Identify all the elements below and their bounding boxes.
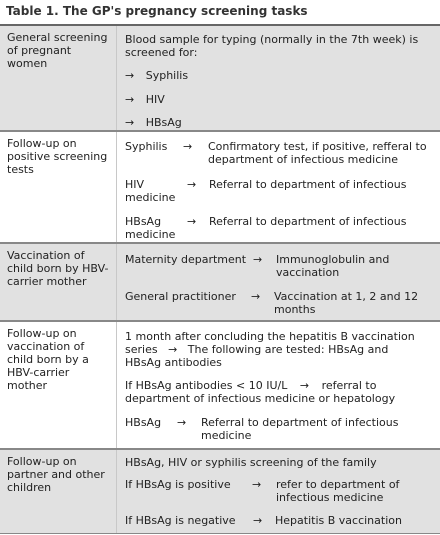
arrow-icon: →: [183, 140, 193, 153]
detail-text: HBsAg antibodies: [125, 356, 222, 369]
row-category: Follow-up on positive screening tests: [0, 132, 117, 242]
row-details: HBsAg, HIV or syphilis screening of the family If HBsAg is positive → refer to department of infectious medicine If HBsAg is negative → Hepatitis B vaccination: [117, 450, 440, 533]
arrow-icon: →: [252, 478, 262, 491]
list-item: → HIV: [125, 93, 165, 106]
row-category: Vaccination of child born by HBV-carrier mother: [0, 244, 117, 320]
arrow-icon: →: [299, 379, 310, 392]
arrow-icon: →: [125, 116, 135, 129]
table-row: [0, 132, 440, 244]
row-details: Maternity department → Immunoglobulin and vaccination General practitioner → Vaccination at 1, 2 and 12 months: [125, 253, 419, 316]
list-item: → HBsAg: [125, 116, 182, 129]
arrow-icon: →: [253, 253, 263, 266]
detail-text: 1 month after concluding the hepatitis B vaccination: [125, 330, 415, 343]
row-details: [117, 26, 440, 130]
screening-intro: Blood sample for typing (normally in the 7th week) is screened for:: [125, 33, 419, 59]
arrow-icon: →: [125, 69, 135, 82]
row-category: Follow-up on vaccination of child born by a HBV-carrier mother: [0, 322, 117, 448]
list-item: → Syphilis: [125, 69, 189, 82]
row-category: General screening of pregnant women: [0, 26, 117, 130]
detail-text: If HBsAg antibodies < 10 IU/L → referral to: [125, 379, 377, 392]
arrow-icon: →: [168, 343, 178, 356]
row-category: Follow-up on partner and other children: [0, 450, 117, 533]
table-title: Table 1. The GP's pregnancy screening tasks: [0, 0, 440, 26]
row-details: Syphilis → Confirmatory test, if positive, refferal to department of infectious medicine HIV medicine → Referral to department of infectious HBsAg medicine → Referral to department of infectious: [125, 140, 427, 241]
detail-text: series → The following are tested: HBsAg and: [125, 343, 389, 356]
arrow-icon: →: [187, 215, 197, 228]
table-row: [0, 450, 440, 534]
detail-text: HBsAg, HIV or syphilis screening of the family: [125, 456, 377, 469]
arrow-icon: →: [251, 290, 261, 303]
table-row: [0, 26, 440, 132]
arrow-icon: →: [125, 93, 135, 106]
table-row: [0, 322, 440, 450]
arrow-icon: →: [253, 514, 263, 527]
arrow-icon: →: [187, 178, 197, 191]
row-details: 1 month after concluding the hepatitis B vaccination series → The following are tested: HBsAg and HBsAg antibodies If HBsAg antibodies < 10 IU/L → referral to department of infectious medicine or hepatology HBsAg → Referral to department of infectious medicine: [117, 322, 440, 448]
detail-text: department of infectious medicine or hepatology: [125, 392, 396, 405]
arrow-icon: →: [177, 416, 187, 429]
table-row: [0, 244, 440, 322]
